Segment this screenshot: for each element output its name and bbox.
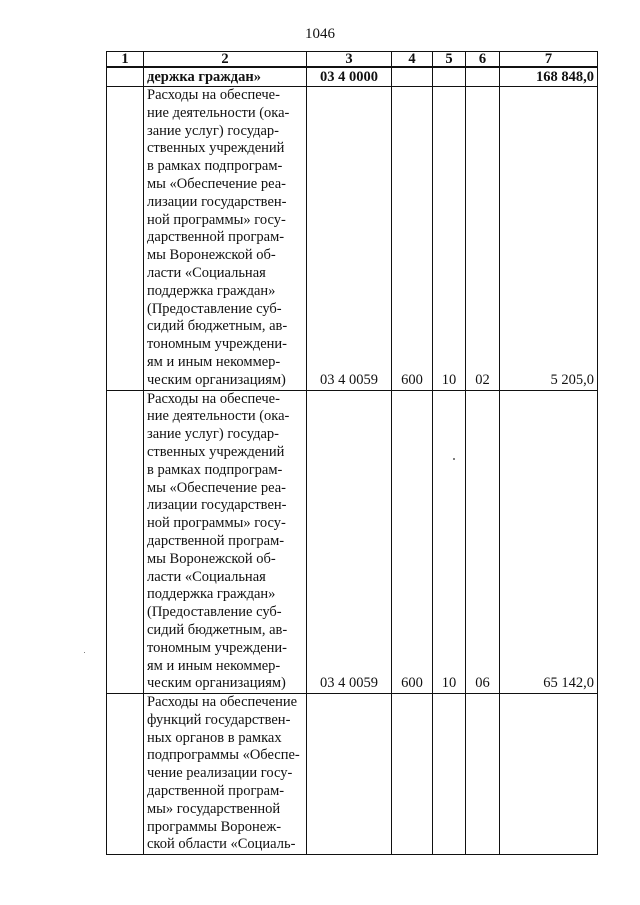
cell-pr bbox=[466, 694, 500, 855]
name-line: дарственной програм- bbox=[147, 783, 285, 800]
name-line: ям и иным некоммер- bbox=[147, 353, 281, 370]
cell-code: 03 4 0059 bbox=[307, 87, 392, 391]
cell-code: 03 4 0000 bbox=[307, 67, 392, 87]
cell-number bbox=[107, 390, 144, 694]
cell-pr: 02 bbox=[466, 87, 500, 391]
cell-vr bbox=[392, 67, 433, 87]
cell-rz bbox=[433, 67, 466, 87]
name-line: поддержка граждан» bbox=[147, 282, 276, 299]
cell-rz bbox=[433, 694, 466, 855]
name-line: в рамках подпрограм- bbox=[147, 158, 283, 175]
name-line: ственных учреждений bbox=[147, 443, 285, 460]
table-row bbox=[107, 87, 598, 391]
name-line: Расходы на обеспечение bbox=[147, 694, 298, 711]
header-col-6: 6 bbox=[466, 52, 500, 68]
header-col-4: 4 bbox=[392, 52, 433, 68]
cell-number bbox=[107, 67, 144, 87]
cell-amount: 5 205,0 bbox=[500, 87, 598, 391]
name-line: мы» государственной bbox=[147, 800, 281, 817]
name-line: в рамках подпрограм- bbox=[147, 461, 283, 478]
cell-amount: 65 142,0 bbox=[500, 390, 598, 694]
cell-name bbox=[144, 694, 307, 855]
cell-pr: 06 bbox=[466, 390, 500, 694]
table-row-continuation bbox=[107, 67, 598, 87]
name-line: функций государствен- bbox=[147, 711, 291, 728]
name-line: ных органов в рамках bbox=[147, 729, 282, 746]
name-line: мы Воронежской об- bbox=[147, 247, 276, 264]
header-col-2: 2 bbox=[144, 52, 307, 68]
name-line: мы «Обеспечение реа- bbox=[147, 479, 286, 496]
cell-amount bbox=[500, 694, 598, 855]
cell-amount: 168 848,0 bbox=[500, 67, 598, 87]
name-line: (Предоставление суб- bbox=[147, 300, 282, 317]
name-line: ние деятельности (ока- bbox=[147, 104, 290, 121]
cell-name: держка граждан» bbox=[144, 67, 307, 87]
header-col-7: 7 bbox=[500, 52, 598, 68]
page-number: 1046 bbox=[305, 26, 335, 42]
name-line: подпрограммы «Обеспе- bbox=[147, 747, 300, 764]
name-line: зание услуг) государ- bbox=[147, 426, 279, 443]
budget-table bbox=[106, 51, 598, 855]
name-line: ние деятельности (ока- bbox=[147, 408, 290, 425]
cell-number bbox=[107, 87, 144, 391]
cell-vr bbox=[392, 694, 433, 855]
name-line: ческим организациям) bbox=[147, 675, 286, 692]
name-line: ной программы» госу- bbox=[147, 211, 286, 228]
name-line: лизации государствен- bbox=[147, 193, 287, 210]
name-line: тономным учреждени- bbox=[147, 639, 288, 656]
name-line: ям и иным некоммер- bbox=[147, 657, 281, 674]
name-line: дарственной програм- bbox=[147, 532, 285, 549]
cell-name bbox=[144, 87, 307, 391]
name-line: поддержка граждан» bbox=[147, 586, 276, 603]
table-row bbox=[107, 390, 598, 694]
cell-number bbox=[107, 694, 144, 855]
name-line: мы «Обеспечение реа- bbox=[147, 175, 286, 192]
name-line: ческим организациям) bbox=[147, 371, 286, 388]
scan-speck bbox=[84, 652, 85, 653]
scan-speck bbox=[453, 458, 455, 460]
name-line: Расходы на обеспече- bbox=[147, 390, 280, 407]
cell-code: 03 4 0059 bbox=[307, 390, 392, 694]
name-line: ласти «Социальная bbox=[147, 568, 266, 585]
name-line: сидий бюджетным, ав- bbox=[147, 318, 288, 335]
cell-code bbox=[307, 694, 392, 855]
cell-pr bbox=[466, 67, 500, 87]
header-col-5: 5 bbox=[433, 52, 466, 68]
name-line: мы Воронежской об- bbox=[147, 550, 276, 567]
table-row bbox=[107, 694, 598, 855]
name-line: (Предоставление суб- bbox=[147, 604, 282, 621]
cell-vr: 600 bbox=[392, 87, 433, 391]
name-line: программы Воронеж- bbox=[147, 818, 282, 835]
cell-vr: 600 bbox=[392, 390, 433, 694]
name-line: чение реализации госу- bbox=[147, 765, 293, 782]
name-line: ной программы» госу- bbox=[147, 515, 286, 532]
name-line: ской области «Социаль- bbox=[147, 836, 296, 853]
cell-name bbox=[144, 390, 307, 694]
name-line: Расходы на обеспече- bbox=[147, 87, 280, 103]
name-line: ственных учреждений bbox=[147, 140, 285, 157]
name-line: дарственной програм- bbox=[147, 229, 285, 246]
name-line: тономным учреждени- bbox=[147, 336, 288, 353]
header-col-3: 3 bbox=[307, 52, 392, 68]
cell-rz: 10 bbox=[433, 87, 466, 391]
header-col-1: 1 bbox=[107, 52, 144, 68]
name-line: зание услуг) государ- bbox=[147, 122, 279, 139]
name-line: ласти «Социальная bbox=[147, 264, 266, 281]
cell-rz: 10 bbox=[433, 390, 466, 694]
name-line: сидий бюджетным, ав- bbox=[147, 621, 288, 638]
name-line: лизации государствен- bbox=[147, 497, 287, 514]
table-header-row bbox=[107, 52, 598, 68]
